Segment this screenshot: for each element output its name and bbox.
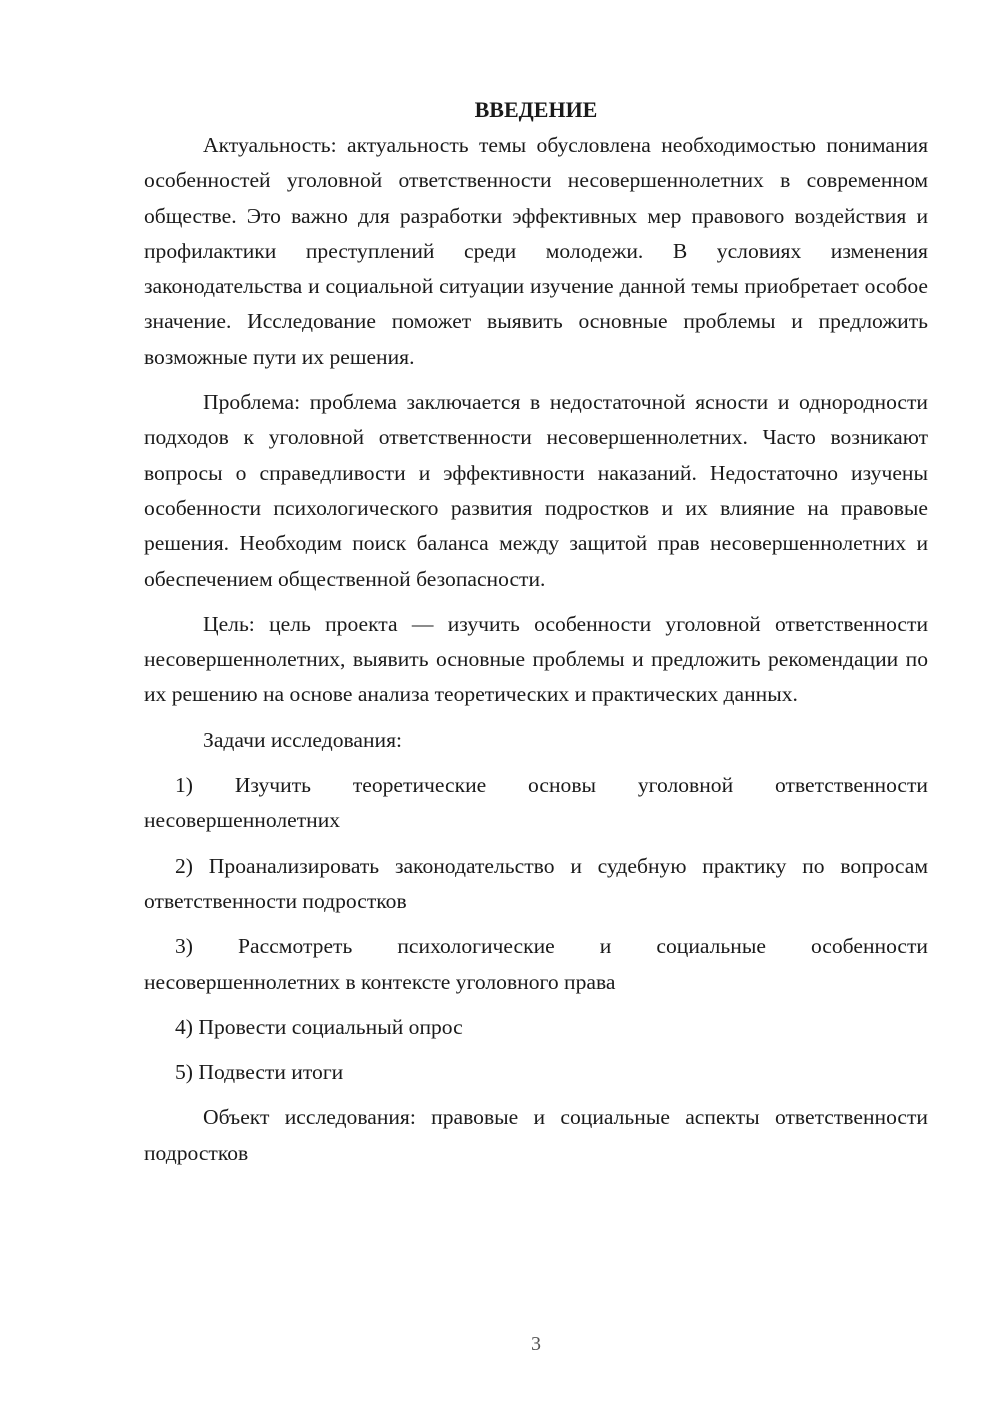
object-paragraph: Объект исследования: правовые и социальные аспекты ответственности подростков [144,1105,928,1165]
task-item: 2) Проанализировать законодательство и судебную практику по вопросам ответственности подростков [144,853,928,913]
task-item: 5) Подвести итоги [175,1060,344,1085]
goal-paragraph: Цель: цель проекта — изучить особенности уголовной ответственности несовершеннолетних, выявить основные проблемы и предложить рекомендации по их решению на основе анализа теоретических и практических данных. [144,611,928,707]
task-item: 3) Рассмотреть психологические и социальные особенности несовершеннолетних в контексте уголовного права [144,934,928,994]
tasks-list [144,768,928,1090]
task-item: 1) Изучить теоретические основы уголовной ответственности несовершеннолетних [144,773,928,833]
document-page [144,95,928,1181]
page-number: 3 [531,1333,541,1355]
tasks-heading: Задачи исследования: [203,727,403,752]
problem-paragraph: Проблема: проблема заключается в недостаточной ясности и однородности подходов к уголовной ответственности несовершеннолетних. Часто возникают вопросы о справедливости и эффективности наказаний. Недостаточно изучены особенности психологического развития подростков и их влияние на правовые решения. Необходим поиск баланса между защитой прав несовершеннолетних и обеспечением общественной безопасности. [144,390,928,591]
task-item: 4) Провести социальный опрос [175,1014,463,1039]
section-heading: ВВЕДЕНИЕ [474,97,598,122]
relevance-paragraph: Актуальность: актуальность темы обусловлена необходимостью понимания особенностей уголовной ответственности несовершеннолетних в современном обществе. Это важно для разработки эффективных мер правового воздействия и профилактики преступлений среди молодежи. В условиях изменения законодательства и социальной ситуации изучение данной темы приобретает особое значение. Исследование поможет выявить основные проблемы и предложить возможные пути их решения. [144,133,928,369]
